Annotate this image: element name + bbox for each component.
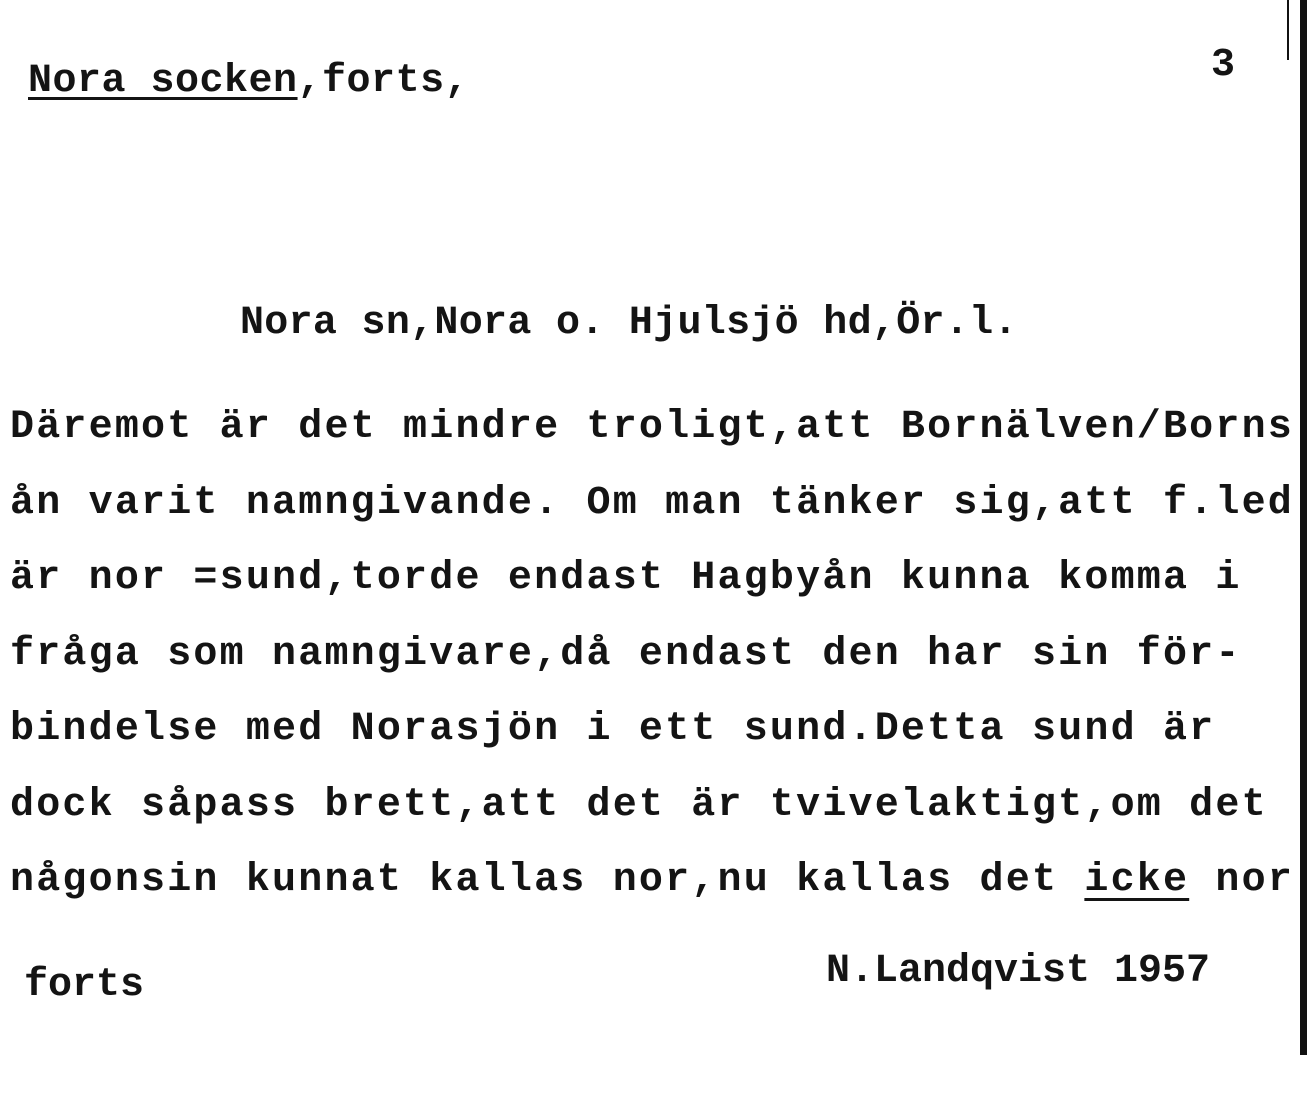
heading-parish: Nora socken [28,59,298,104]
card-edge-line-thin [1287,0,1289,60]
underlined-word: icke [1084,858,1190,903]
last-line-end: nor [1189,858,1295,903]
page-number: 3 [1211,43,1236,88]
place-line: Nora sn,Nora o. Hjulsjö hd,Ör.l. [240,301,1018,346]
body-line: dock såpass brett,att det är tvivelaktigt,om det [10,782,1268,828]
continuation-note: forts [24,963,145,1008]
heading-suffix: ,forts, [297,59,470,104]
card-edge-line [1300,0,1307,1055]
body-line-last [10,843,1300,919]
body-line: är nor =sund,torde endast Hagbyån kunna komma i [10,556,1242,601]
body-line: Däremot är det mindre troligt,att Bornälven/Borns [10,405,1294,450]
body-text [10,390,1300,919]
last-line-start: någonsin kunnat kallas nor,nu kallas det [10,858,1085,903]
author-signature: N.Landqvist 1957 [826,949,1211,994]
body-line: ån varit namngivande. Om man tänker sig,att f.led [10,480,1294,526]
card-heading [28,58,469,106]
body-line: bindelse med Norasjön i ett sund.Detta sund är [10,707,1216,752]
body-line: fråga som namngivare,då endast den har sin för- [10,631,1242,677]
